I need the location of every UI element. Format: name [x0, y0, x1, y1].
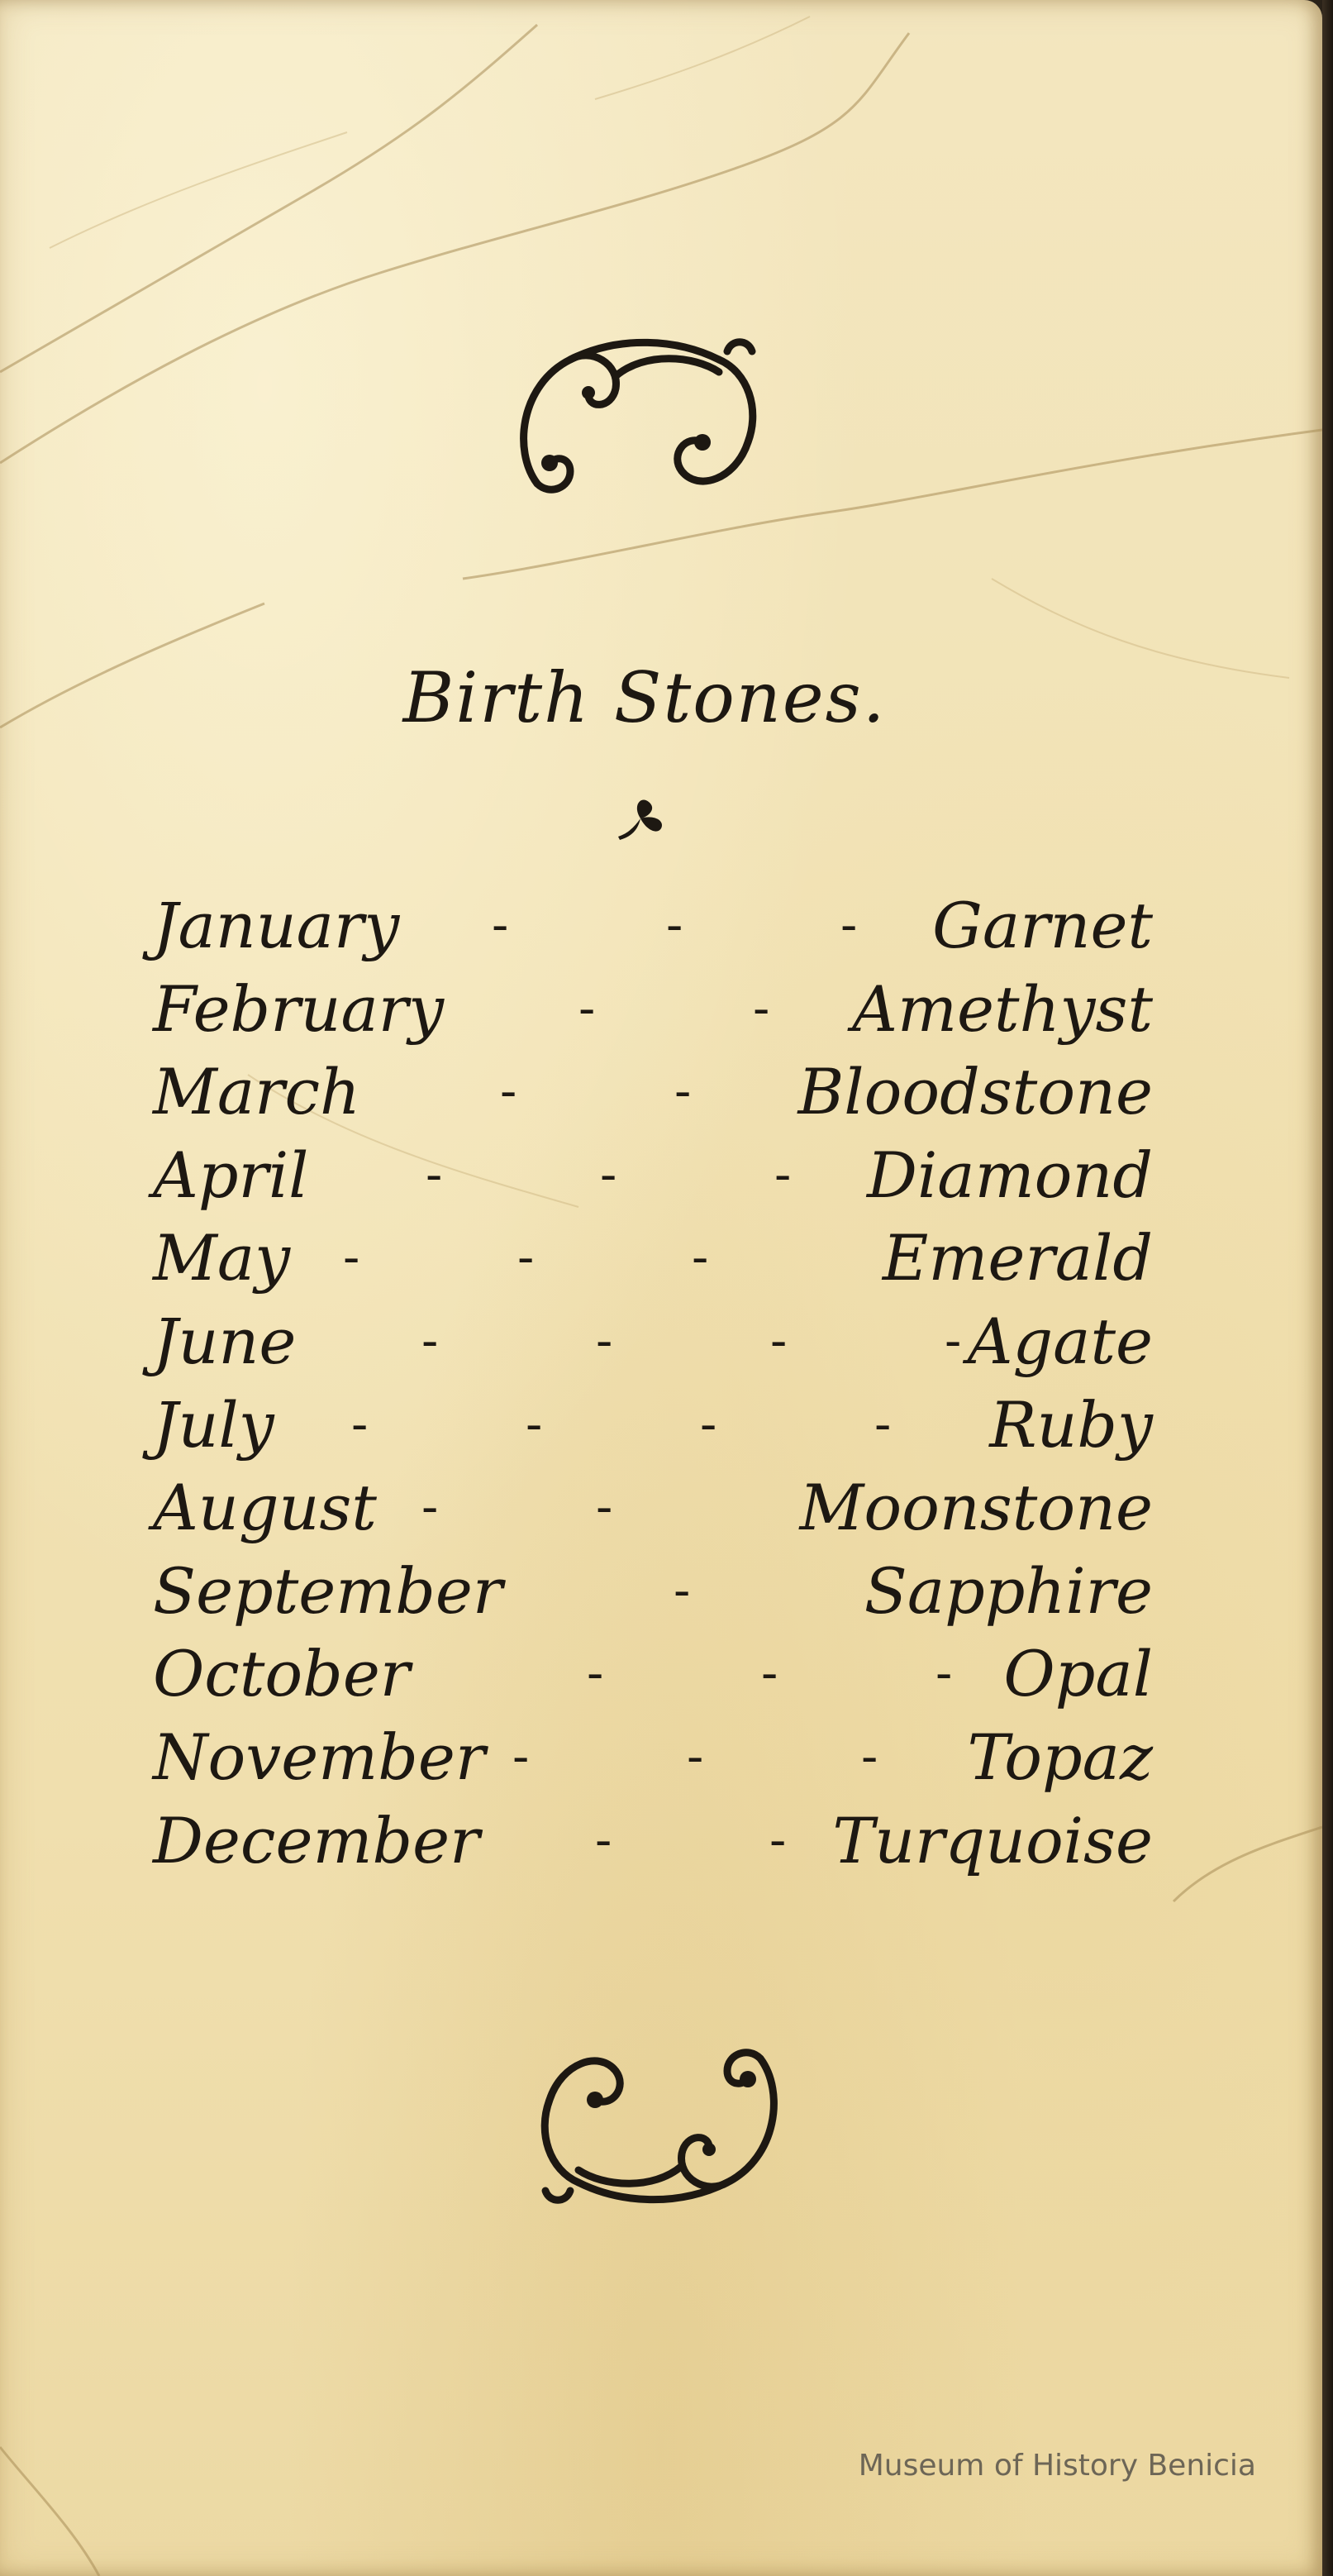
month-label: April — [153, 1138, 309, 1212]
dash-leader: - - — [421, 1478, 613, 1537]
month-label: May — [153, 1221, 291, 1295]
month-label: August — [153, 1471, 377, 1545]
dash-leader: - - - — [512, 1727, 878, 1786]
list-item — [153, 1720, 1153, 1804]
month-label: January — [153, 889, 400, 962]
stone-label: Opal — [1003, 1637, 1153, 1711]
month-label: February — [153, 971, 445, 1046]
list-item — [153, 1554, 1153, 1638]
month-label: December — [153, 1803, 480, 1877]
stone-label: Diamond — [867, 1138, 1153, 1212]
list-item — [153, 972, 1153, 1056]
list-item — [153, 1221, 1153, 1305]
fleuron-icon — [612, 794, 669, 843]
card-edge-shadow — [1322, 0, 1333, 2576]
month-label: October — [153, 1637, 411, 1711]
list-item — [153, 1471, 1153, 1554]
watermark-credit: Museum of History Benicia — [858, 2449, 1256, 2483]
list-item — [153, 1055, 1153, 1138]
stone-label: Moonstone — [799, 1471, 1153, 1545]
month-label: November — [153, 1720, 486, 1794]
dash-leader: - - - — [343, 1228, 709, 1287]
dash-leader: - — [674, 1561, 691, 1620]
list-item — [153, 1388, 1153, 1472]
stone-label: Emerald — [882, 1221, 1153, 1295]
dash-leader: - - - - — [421, 1311, 962, 1370]
birthstone-list — [153, 889, 1153, 1887]
month-label: July — [153, 1387, 274, 1462]
list-item — [153, 1138, 1153, 1222]
month-label: March — [153, 1055, 360, 1129]
stone-label: Bloodstone — [797, 1055, 1153, 1129]
list-item — [153, 1305, 1153, 1388]
stone-label: Turquoise — [832, 1803, 1153, 1877]
top-scroll-ornament — [512, 327, 769, 504]
stone-label: Topaz — [967, 1720, 1153, 1794]
list-item — [153, 1804, 1153, 1887]
dash-leader: - - — [595, 1810, 787, 1869]
dash-leader: - - - — [426, 1145, 792, 1204]
dash-leader: - - — [500, 1062, 692, 1121]
dash-leader: - - - — [587, 1644, 953, 1703]
list-item — [153, 889, 1153, 972]
month-label: September — [153, 1553, 503, 1628]
dash-leader: - - — [578, 979, 770, 1038]
month-label: June — [153, 1304, 297, 1378]
card-title: Birth Stones. — [402, 657, 887, 738]
stone-label: Sapphire — [864, 1553, 1153, 1628]
stone-label: Garnet — [932, 889, 1153, 962]
list-item — [153, 1637, 1153, 1720]
dash-leader: - - - — [492, 896, 858, 954]
bottom-scroll-ornament — [529, 2038, 785, 2216]
stone-label: Agate — [967, 1304, 1153, 1378]
dash-leader: - - - - — [351, 1395, 892, 1453]
stone-label: Ruby — [989, 1387, 1153, 1462]
stone-label: Amethyst — [852, 971, 1153, 1046]
